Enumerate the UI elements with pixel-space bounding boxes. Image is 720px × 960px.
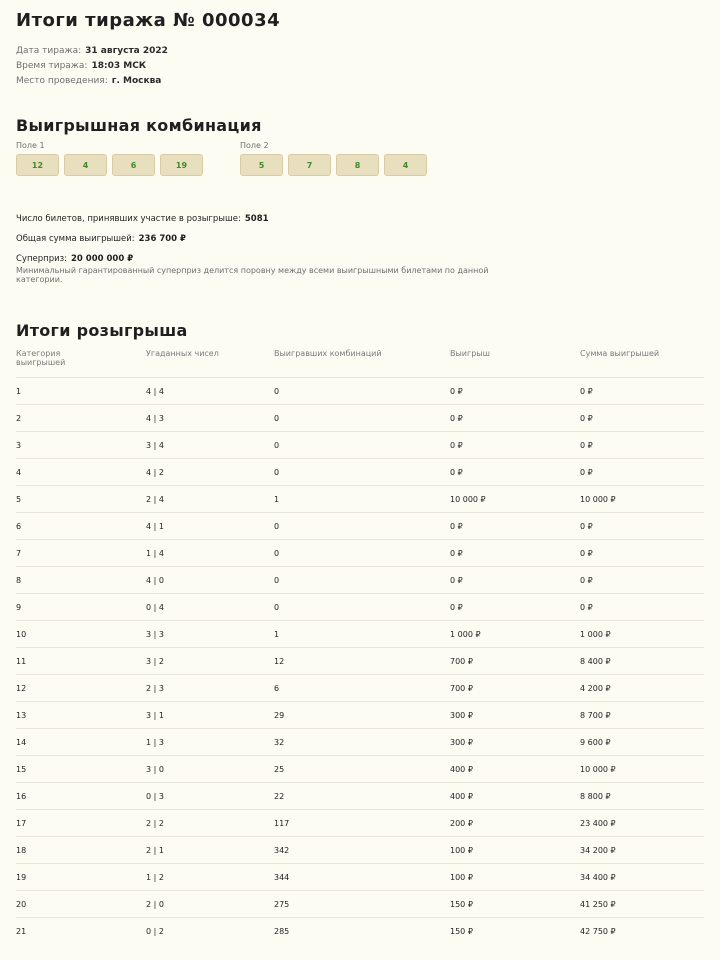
winning-combinations-cell: 0 xyxy=(274,540,450,567)
total-cell: 8 800 ₽ xyxy=(580,783,704,810)
winning-combinations-cell: 285 xyxy=(274,918,450,945)
category-cell: 2 xyxy=(16,405,146,432)
table-row xyxy=(16,810,704,837)
winning-combinations-cell: 12 xyxy=(274,648,450,675)
table-row xyxy=(16,918,704,945)
prize-cell: 0 ₽ xyxy=(450,540,580,567)
table-row xyxy=(16,567,704,594)
winning-combinations-cell: 6 xyxy=(274,675,450,702)
total-cell: 0 ₽ xyxy=(580,459,704,486)
prize-cell: 0 ₽ xyxy=(450,432,580,459)
number-ball: 4 xyxy=(384,154,427,176)
field-2-numbers xyxy=(240,154,432,176)
draw-summary xyxy=(16,214,704,284)
field-2-label: Поле 2 xyxy=(240,141,269,150)
prize-cell: 0 ₽ xyxy=(450,567,580,594)
winning-combinations-cell: 0 xyxy=(274,513,450,540)
field-1-label: Поле 1 xyxy=(16,141,45,150)
table-row xyxy=(16,459,704,486)
table-row xyxy=(16,702,704,729)
field-1 xyxy=(16,141,208,176)
matched-cell: 4 | 2 xyxy=(146,459,274,486)
winning-combinations-cell: 22 xyxy=(274,783,450,810)
prize-cell: 0 ₽ xyxy=(450,594,580,621)
draw-date-label: Дата тиража: xyxy=(16,46,82,56)
total-cell: 8 700 ₽ xyxy=(580,702,704,729)
table-row xyxy=(16,432,704,459)
category-cell: 6 xyxy=(16,513,146,540)
table-row xyxy=(16,486,704,513)
table-row xyxy=(16,594,704,621)
superprize-note: Минимальный гарантированный суперприз делится поровну между всеми выигрышными билетами по данной категории. xyxy=(16,266,489,284)
matched-cell: 4 | 3 xyxy=(146,405,274,432)
category-cell: 9 xyxy=(16,594,146,621)
table-row xyxy=(16,540,704,567)
total-cell: 34 400 ₽ xyxy=(580,864,704,891)
total-cell: 10 000 ₽ xyxy=(580,486,704,513)
table-row xyxy=(16,756,704,783)
table-row xyxy=(16,837,704,864)
total-cell: 23 400 ₽ xyxy=(580,810,704,837)
field-2 xyxy=(240,141,432,176)
matched-cell: 0 | 3 xyxy=(146,783,274,810)
winning-combinations-cell: 344 xyxy=(274,864,450,891)
winning-combinations-cell: 1 xyxy=(274,486,450,513)
draw-time-value: 18:03 МСК xyxy=(91,61,147,71)
matched-cell: 2 | 1 xyxy=(146,837,274,864)
winning-combination-title: Выигрышная комбинация xyxy=(16,116,262,135)
prize-cell: 0 ₽ xyxy=(450,378,580,405)
table-row xyxy=(16,405,704,432)
matched-cell: 4 | 0 xyxy=(146,567,274,594)
winning-combinations-cell: 25 xyxy=(274,756,450,783)
category-cell: 14 xyxy=(16,729,146,756)
column-header-category: Категория выигрышей xyxy=(16,349,66,367)
table-row xyxy=(16,675,704,702)
category-cell: 17 xyxy=(16,810,146,837)
winning-combinations-cell: 0 xyxy=(274,432,450,459)
winning-combinations-cell: 0 xyxy=(274,567,450,594)
page-title: Итоги тиража № 000034 xyxy=(16,10,281,31)
category-cell: 3 xyxy=(16,432,146,459)
prize-cell: 150 ₽ xyxy=(450,918,580,945)
winning-combinations-cell: 32 xyxy=(274,729,450,756)
draw-time-label: Время тиража: xyxy=(16,61,88,71)
total-cell: 34 200 ₽ xyxy=(580,837,704,864)
prize-cell: 1 000 ₽ xyxy=(450,621,580,648)
draw-time-row xyxy=(16,59,704,74)
category-cell: 13 xyxy=(16,702,146,729)
tickets-count-value: 5081 xyxy=(244,214,269,224)
winning-combinations-cell: 0 xyxy=(274,459,450,486)
total-cell: 9 600 ₽ xyxy=(580,729,704,756)
draw-place-value: г. Москва xyxy=(111,76,162,86)
number-ball: 4 xyxy=(64,154,107,176)
winning-combinations-cell: 1 xyxy=(274,621,450,648)
category-cell: 15 xyxy=(16,756,146,783)
column-header-winning-combinations: Выигравших комбинаций xyxy=(274,349,382,358)
winning-combinations-cell: 0 xyxy=(274,594,450,621)
prize-cell: 700 ₽ xyxy=(450,675,580,702)
category-cell: 20 xyxy=(16,891,146,918)
matched-cell: 3 | 3 xyxy=(146,621,274,648)
number-ball: 6 xyxy=(112,154,155,176)
prize-cell: 400 ₽ xyxy=(450,783,580,810)
results-header-row xyxy=(16,349,704,378)
matched-cell: 3 | 2 xyxy=(146,648,274,675)
category-cell: 5 xyxy=(16,486,146,513)
superprize-row xyxy=(16,254,704,265)
matched-cell: 0 | 2 xyxy=(146,918,274,945)
results-body xyxy=(16,378,704,945)
matched-cell: 3 | 0 xyxy=(146,756,274,783)
results-table xyxy=(16,349,704,944)
tickets-count-label: Число билетов, принявших участие в розыгрыше: xyxy=(16,214,241,224)
category-cell: 7 xyxy=(16,540,146,567)
matched-cell: 1 | 3 xyxy=(146,729,274,756)
category-cell: 19 xyxy=(16,864,146,891)
total-cell: 0 ₽ xyxy=(580,567,704,594)
column-header-matched: Угаданных чисел xyxy=(146,349,219,358)
number-ball: 5 xyxy=(240,154,283,176)
prize-cell: 0 ₽ xyxy=(450,405,580,432)
number-ball: 7 xyxy=(288,154,331,176)
matched-cell: 1 | 4 xyxy=(146,540,274,567)
matched-cell: 2 | 2 xyxy=(146,810,274,837)
winning-combinations-cell: 275 xyxy=(274,891,450,918)
matched-cell: 3 | 4 xyxy=(146,432,274,459)
total-cell: 0 ₽ xyxy=(580,432,704,459)
prize-cell: 400 ₽ xyxy=(450,756,580,783)
winning-combination xyxy=(16,141,704,176)
winning-combinations-cell: 117 xyxy=(274,810,450,837)
table-row xyxy=(16,729,704,756)
matched-cell: 4 | 4 xyxy=(146,378,274,405)
table-row xyxy=(16,621,704,648)
matched-cell: 3 | 1 xyxy=(146,702,274,729)
total-winnings-label: Общая сумма выигрышей: xyxy=(16,234,135,244)
matched-cell: 2 | 3 xyxy=(146,675,274,702)
category-cell: 4 xyxy=(16,459,146,486)
prize-cell: 0 ₽ xyxy=(450,459,580,486)
category-cell: 18 xyxy=(16,837,146,864)
prize-cell: 100 ₽ xyxy=(450,837,580,864)
category-cell: 11 xyxy=(16,648,146,675)
prize-cell: 0 ₽ xyxy=(450,513,580,540)
matched-cell: 0 | 4 xyxy=(146,594,274,621)
winning-combinations-cell: 0 xyxy=(274,405,450,432)
category-cell: 1 xyxy=(16,378,146,405)
draw-place-label: Место проведения: xyxy=(16,76,108,86)
draw-date-row xyxy=(16,44,704,59)
total-cell: 42 750 ₽ xyxy=(580,918,704,945)
matched-cell: 4 | 1 xyxy=(146,513,274,540)
draw-date-value: 31 августа 2022 xyxy=(85,46,168,56)
prize-cell: 100 ₽ xyxy=(450,864,580,891)
number-ball: 19 xyxy=(160,154,203,176)
results-title: Итоги розыгрыша xyxy=(16,321,188,340)
total-cell: 0 ₽ xyxy=(580,378,704,405)
superprize-label: Суперприз: xyxy=(16,254,68,264)
total-winnings-value: 236 700 ₽ xyxy=(138,234,186,244)
total-cell: 0 ₽ xyxy=(580,594,704,621)
number-ball: 8 xyxy=(336,154,379,176)
field-1-numbers xyxy=(16,154,208,176)
table-row xyxy=(16,783,704,810)
prize-cell: 300 ₽ xyxy=(450,729,580,756)
prize-cell: 300 ₽ xyxy=(450,702,580,729)
draw-place-row xyxy=(16,74,704,89)
table-row xyxy=(16,513,704,540)
winning-combinations-cell: 0 xyxy=(274,378,450,405)
column-header-total: Сумма выигрышей xyxy=(580,349,660,358)
tickets-count-row xyxy=(16,214,704,225)
draw-meta xyxy=(16,44,704,89)
table-row xyxy=(16,864,704,891)
prize-cell: 10 000 ₽ xyxy=(450,486,580,513)
table-row xyxy=(16,648,704,675)
total-cell: 8 400 ₽ xyxy=(580,648,704,675)
total-cell: 0 ₽ xyxy=(580,513,704,540)
column-header-prize: Выигрыш xyxy=(450,349,490,358)
category-cell: 12 xyxy=(16,675,146,702)
total-cell: 4 200 ₽ xyxy=(580,675,704,702)
number-ball: 12 xyxy=(16,154,59,176)
total-cell: 0 ₽ xyxy=(580,540,704,567)
total-cell: 0 ₽ xyxy=(580,405,704,432)
category-cell: 21 xyxy=(16,918,146,945)
total-winnings-row xyxy=(16,234,704,245)
category-cell: 8 xyxy=(16,567,146,594)
superprize-value: 20 000 000 ₽ xyxy=(71,254,134,264)
total-cell: 1 000 ₽ xyxy=(580,621,704,648)
matched-cell: 1 | 2 xyxy=(146,864,274,891)
matched-cell: 2 | 0 xyxy=(146,891,274,918)
prize-cell: 700 ₽ xyxy=(450,648,580,675)
table-row xyxy=(16,891,704,918)
prize-cell: 150 ₽ xyxy=(450,891,580,918)
category-cell: 16 xyxy=(16,783,146,810)
winning-combinations-cell: 342 xyxy=(274,837,450,864)
matched-cell: 2 | 4 xyxy=(146,486,274,513)
winning-combinations-cell: 29 xyxy=(274,702,450,729)
total-cell: 10 000 ₽ xyxy=(580,756,704,783)
table-row xyxy=(16,378,704,405)
total-cell: 41 250 ₽ xyxy=(580,891,704,918)
category-cell: 10 xyxy=(16,621,146,648)
prize-cell: 200 ₽ xyxy=(450,810,580,837)
